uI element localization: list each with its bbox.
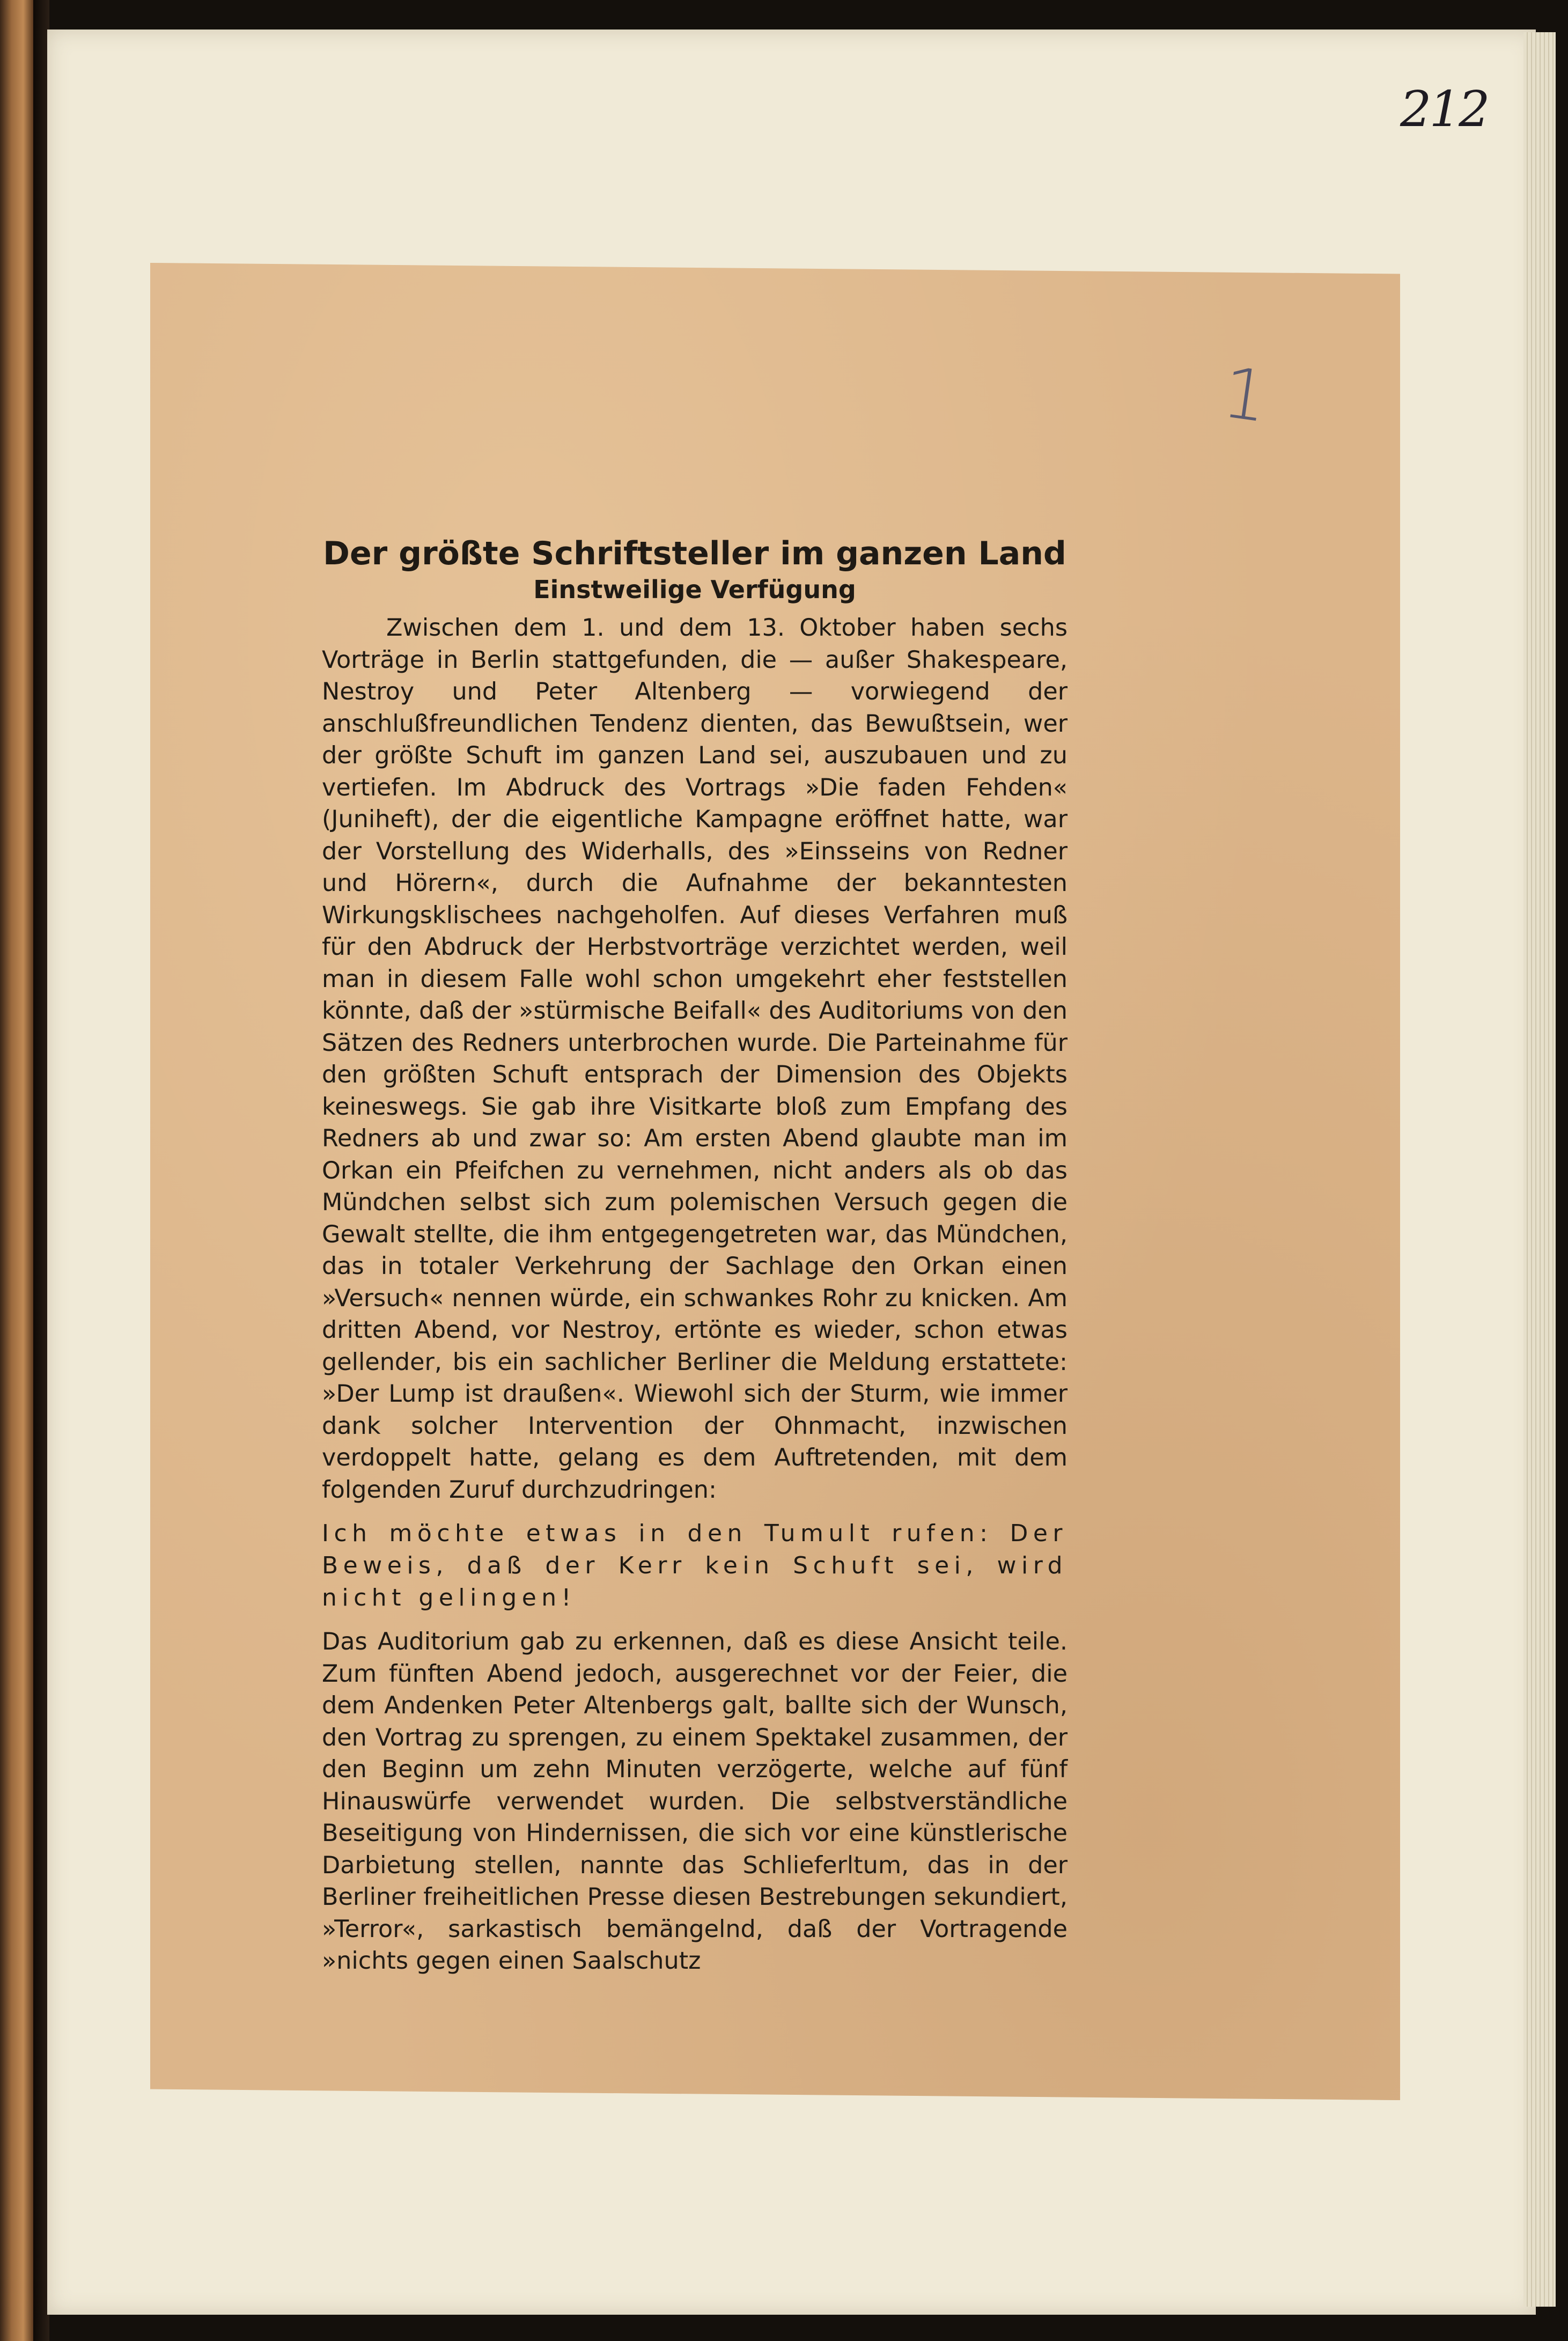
spaced-quote: Ich möchte etwas in den Tumult rufen: Der Beweis, daß der Kerr kein Schuft sei, wird nicht gelingen! [322, 1520, 1068, 1611]
article [322, 534, 1068, 1977]
article-title: Der größte Schriftsteller im ganzen Land [323, 535, 1066, 572]
paragraph-2: Das Auditorium gab zu erkennen, daß es diese Ansicht teile. Zum fünften Abend jedoch, ausgerechnet vor der Feier, die dem Andenken Peter Altenbergs galt, ballte sich der Wunsch, den Vortrag zu sprengen, zu einem Spektakel zusammen, der den Beginn um zehn Minuten verzögerte, welche auf fünf Hinauswürfe verwendet wurden. Die selbstverständliche Beseitigung von Hindernissen, die sich vor eine künstlerische Darbietung stellen, nannte das Schlieferltum, das in der Berliner freiheitlichen Presse diesen Bestrebungen sekundiert, »Terror«, sarkastisch bemängelnd, daß der Vortragende »nichts gegen einen Saalschutz [322, 1628, 1068, 1975]
article-subtitle: Einstweilige Verfügung [533, 575, 856, 604]
paragraph-1 [322, 612, 1068, 1506]
folio-number: 212 [1400, 80, 1488, 138]
pencil-sheet-number: 1 [1217, 351, 1273, 439]
left-page-edge [0, 0, 33, 2341]
paragraph-1-text: Zwischen dem 1. und dem 13. Oktober haben sechs Vorträge in Berlin stattgefunden, die — außer Shakespeare, Nestroy und Peter Altenberg — vorwiegend der anschlußfreundlichen Tendenz dienten, das Bewußtsein, wer der größte Schuft im ganzen Land sei, auszubauen und zu vertiefen. Im Abdruck des Vortrags »Die faden Fehden« (Juniheft), der die eigentliche Kampagne eröffnet hatte, war der Vorstellung des Widerhalls, des »Einsseins von Redner und Hörern«, durch die Aufnahme der bekanntesten Wirkungsklischees nachgeholfen. Auf dieses Verfahren muß für den Abdruck der Herbstvorträge verzichtet werden, weil man in diesem Falle wohl schon umgekehrt eher feststellen könnte, daß der »stürmische Beifall« des Auditoriums von den Sätzen des Redners unterbrochen wurde. Die Parteinahme für den größten Schuft entsprach der Dimension des Objekts keineswegs. Sie gab ihre Visitkarte bloß zum Empfang des Redners ab und zwar so: Am ersten Abend glaubte man im Orkan ein Pfeifchen zu vernehmen, nicht anders als ob das Mündchen selbst sich zum polemischen Versuch gegen die Gewalt stellte, die ihm entgegengetreten war, das Mündchen, das in totaler Verkehrung der Sachlage den Orkan einen »Versuch« nennen würde, ein schwankes Rohr zu knicken. Am dritten Abend, vor Nestroy, ertönte es wieder, schon etwas gellender, bis ein sachlicher Berliner die Meldung erstattete: »Der Lump ist draußen«. Wiewohl sich der Sturm, wie immer dank solcher Intervention der Ohnmacht, inzwischen verdoppelt hatte, gelang es dem Auftretenden, mit dem folgenden Zuruf durchzudringen: [322, 614, 1068, 1504]
page-stack-edge [1523, 32, 1556, 2307]
